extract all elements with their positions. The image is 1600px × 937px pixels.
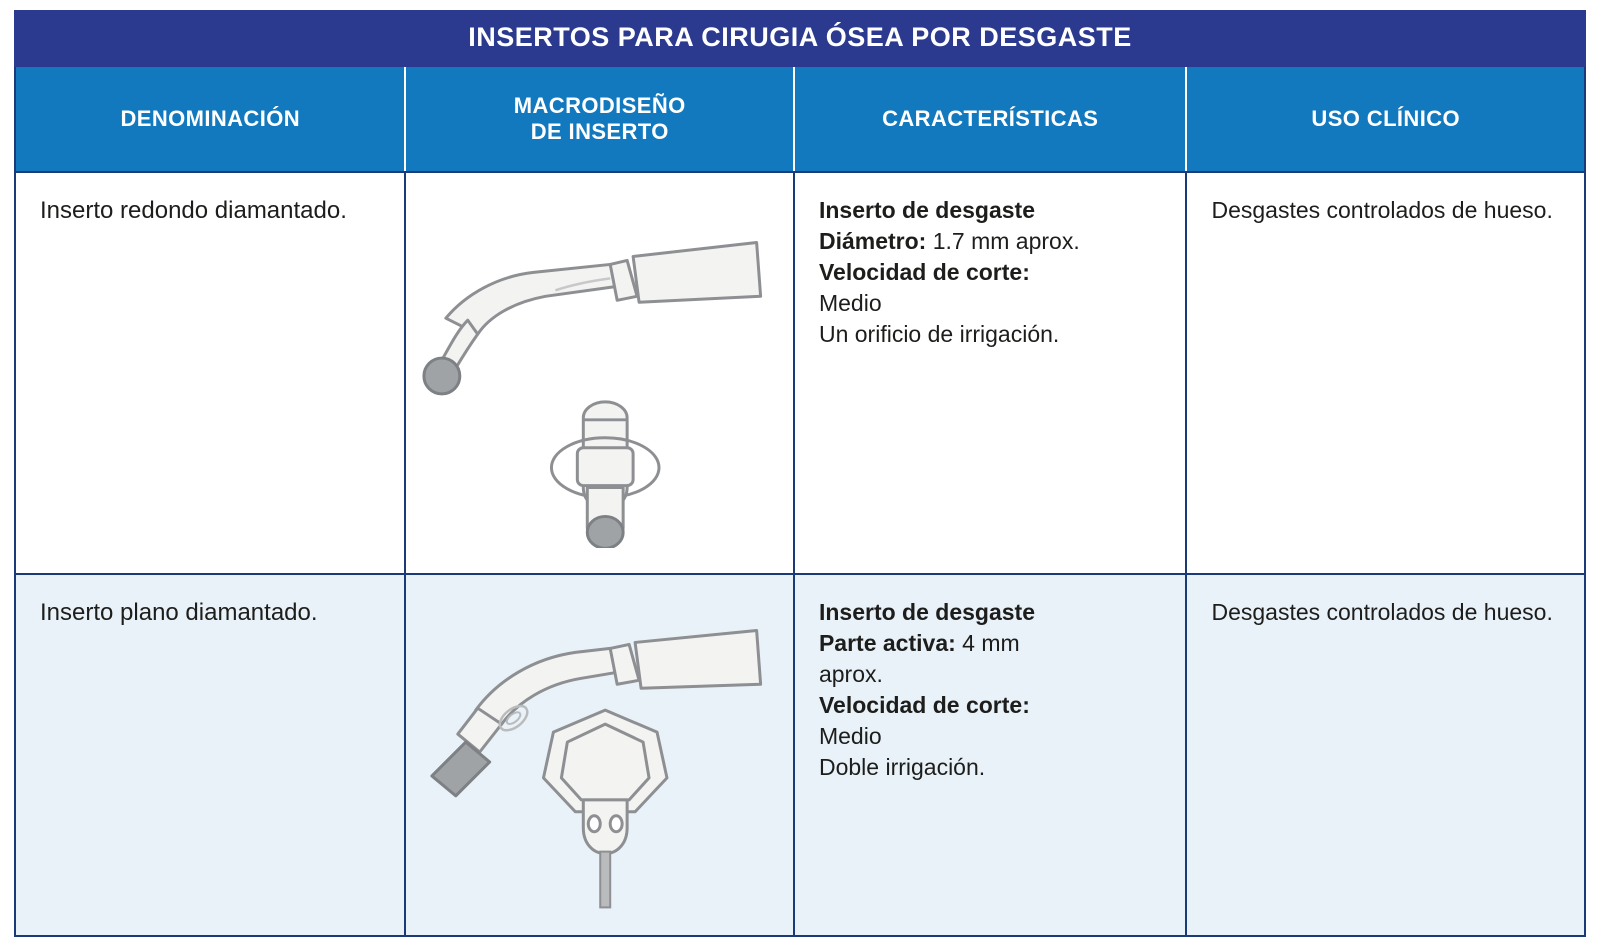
caracteristicas-line: Un orificio de irrigación.	[818, 321, 1060, 348]
caracteristicas-line	[819, 226, 1161, 257]
caracteristicas-label: Velocidad de corte:	[818, 692, 1030, 719]
caracteristicas-line: aprox.	[818, 661, 883, 688]
insert-flat-diamond-icon	[406, 600, 792, 910]
caracteristicas-title: Inserto de desgaste	[818, 599, 1035, 625]
caracteristicas-value: 4 mm	[955, 630, 1020, 657]
cell-denominacion	[15, 172, 405, 574]
cell-uso-clinico	[1186, 172, 1585, 574]
column-header-denominacion: DENOMINACIÓN	[15, 66, 405, 172]
caracteristicas-line	[819, 257, 1161, 288]
cell-macrodiseno	[405, 172, 793, 574]
table-row	[15, 172, 1585, 574]
column-header-macrodiseno	[405, 66, 793, 172]
caracteristicas-label: Diámetro:	[818, 228, 927, 255]
caracteristicas-value: 1.7 mm aprox.	[926, 228, 1080, 255]
cell-macrodiseno	[405, 574, 793, 936]
caracteristicas-line	[819, 690, 1161, 721]
caracteristicas-line: Medio	[818, 723, 882, 750]
cell-denominacion	[15, 574, 405, 936]
caracteristicas-line: Medio	[818, 290, 882, 317]
table-title-row	[15, 11, 1585, 66]
table-row	[15, 574, 1585, 936]
cell-caracteristicas	[794, 574, 1186, 936]
cell-caracteristicas	[794, 172, 1186, 574]
denominacion-text: Inserto plano diamantado.	[40, 599, 318, 626]
uso-clinico-text: Desgastes controlados de hueso.	[1211, 197, 1553, 223]
caracteristicas-title: Inserto de desgaste	[818, 197, 1035, 223]
insert-round-diamond-icon	[406, 198, 792, 548]
uso-clinico-text: Desgastes controlados de hueso.	[1211, 599, 1553, 625]
column-header-macrodiseno-line2: DE INSERTO	[530, 119, 669, 144]
caracteristicas-label: Parte activa:	[818, 630, 956, 657]
cell-uso-clinico	[1186, 574, 1585, 936]
inserts-table	[14, 10, 1586, 937]
column-header-caracteristicas: CARACTERÍSTICAS	[794, 66, 1186, 172]
column-header-macrodiseno-line1: MACRODISEÑO	[513, 92, 686, 118]
denominacion-text: Inserto redondo diamantado.	[40, 197, 347, 224]
caracteristicas-line: Doble irrigación.	[818, 754, 986, 781]
column-header-uso-clinico: USO CLÍNICO	[1186, 66, 1585, 172]
caracteristicas-line	[819, 628, 1161, 659]
caracteristicas-label: Velocidad de corte:	[818, 259, 1030, 286]
table-header-row	[15, 66, 1585, 172]
page-title: INSERTOS PARA CIRUGIA ÓSEA POR DESGASTE	[15, 11, 1585, 66]
